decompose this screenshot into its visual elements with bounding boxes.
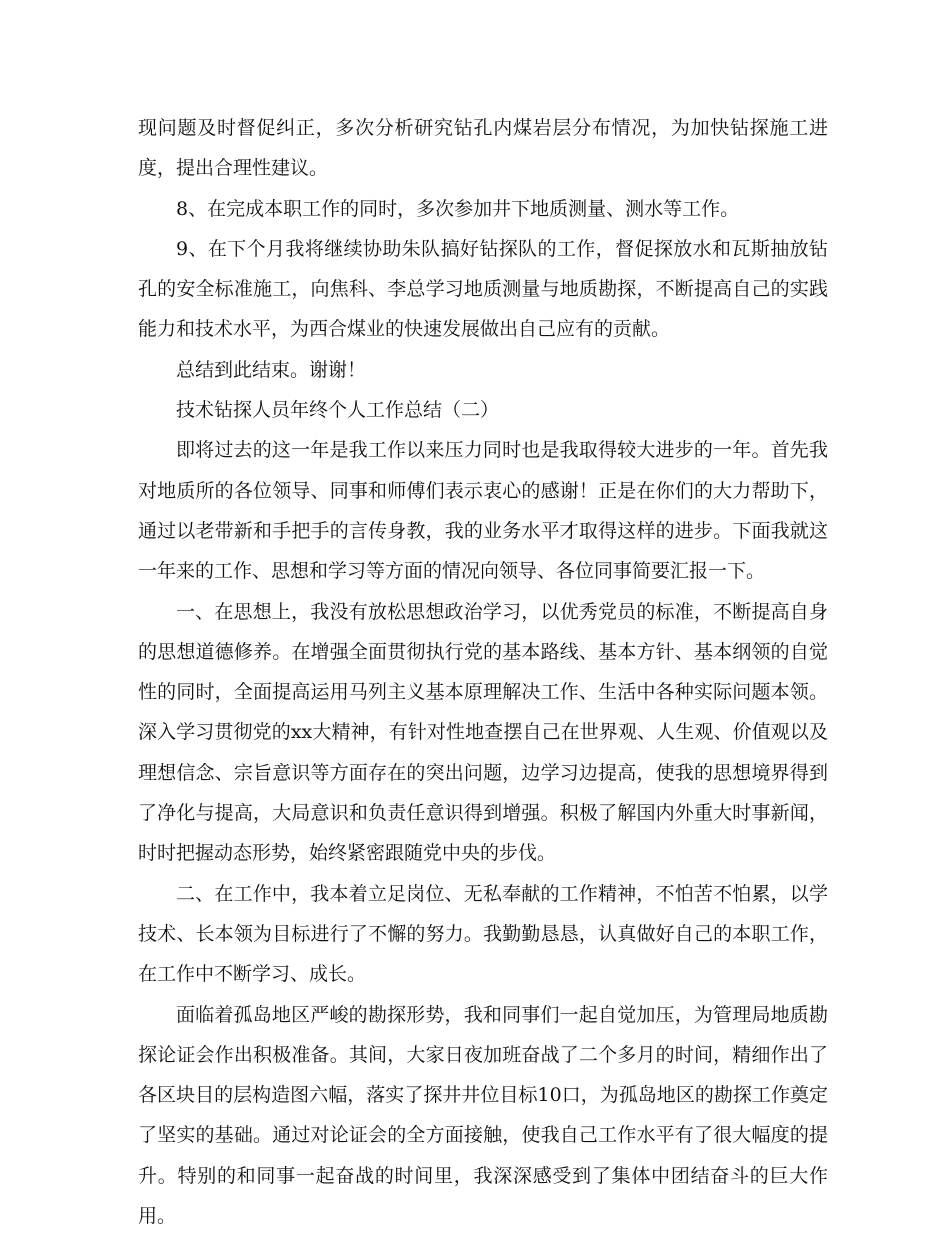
- paragraph-item-8: 8、在完成本职工作的同时，多次参加井下地质测量、测水等工作。: [176, 197, 740, 220]
- paragraph-intro: 即将过去的这一年是我工作以来压力同时也是我取得较大进步的一年。首先我对地质所的各位领导、同事和师傅们表示衷心的感谢！正是在你们的大力帮助下，通过以老带新和手把手的言传身教，我的业务水平才取得这样的进步。下面我就这一年来的工作、思想和学习等方面的情况向领导、各位同事简要汇报一下。: [138, 439, 828, 583]
- paragraph-closing: 总结到此结束。谢谢！: [176, 358, 367, 381]
- paragraph-item-9: 9、在下个月我将继续协助朱队搞好钻探队的工作，督促探放水和瓦斯抽放钻孔的安全标准施工，向焦科、李总学习地质测量与地质勘探，不断提高自己的实践能力和技术水平，为西合煤业的快速发展做出自己应有的贡献。: [138, 237, 828, 341]
- document-body: [138, 108, 828, 1236]
- paragraph-exploration: 面临着孤岛地区严峻的勘探形势，我和同事们一起自觉加压，为管理局地质勘探论证会作出积极准备。其间，大家日夜加班奋战了二个多月的时间，精细作出了各区块目的层构造图六幅，落实了探井井位目标10口，为孤岛地区的勘探工作奠定了坚实的基础。通过对论证会的全方面接触，使我自己工作水平有了很大幅度的提升。特别的和同事一起奋战的时间里，我深深感受到了集体中团结奋斗的巨大作用。: [138, 1003, 828, 1228]
- paragraph-work: 二、在工作中，我本着立足岗位、无私奉献的工作精神，不怕苦不怕累，以学技术、长本领为目标进行了不懈的努力。我勤勤恳恳，认真做好自己的本职工作，在工作中不断学习、成长。: [138, 882, 828, 986]
- paragraph-thought: 一、在思想上，我没有放松思想政治学习，以优秀党员的标准，不断提高自身的思想道德修养。在增强全面贯彻执行党的基本路线、基本方针、基本纲领的自觉性的同时，全面提高运用马列主义基本原理解决工作、生活中各种实际问题本领。深入学习贯彻党的xx大精神，有针对性地查摆自己在世界观、人生观、价值观以及理想信念、宗旨意识等方面存在的突出问题，边学习边提高，使我的思想境界得到了净化与提高，大局意识和负责任意识得到增强。积极了解国内外重大时事新闻，时时把握动态形势，始终紧密跟随党中央的步伐。: [138, 600, 828, 865]
- section-title: 技术钻探人员年终个人工作总结（二）: [176, 399, 500, 422]
- paragraph-continuation: 现问题及时督促纠正，多次分析研究钻孔内煤岩层分布情况，为加快钻探施工进度，提出合理性建议。: [138, 117, 828, 180]
